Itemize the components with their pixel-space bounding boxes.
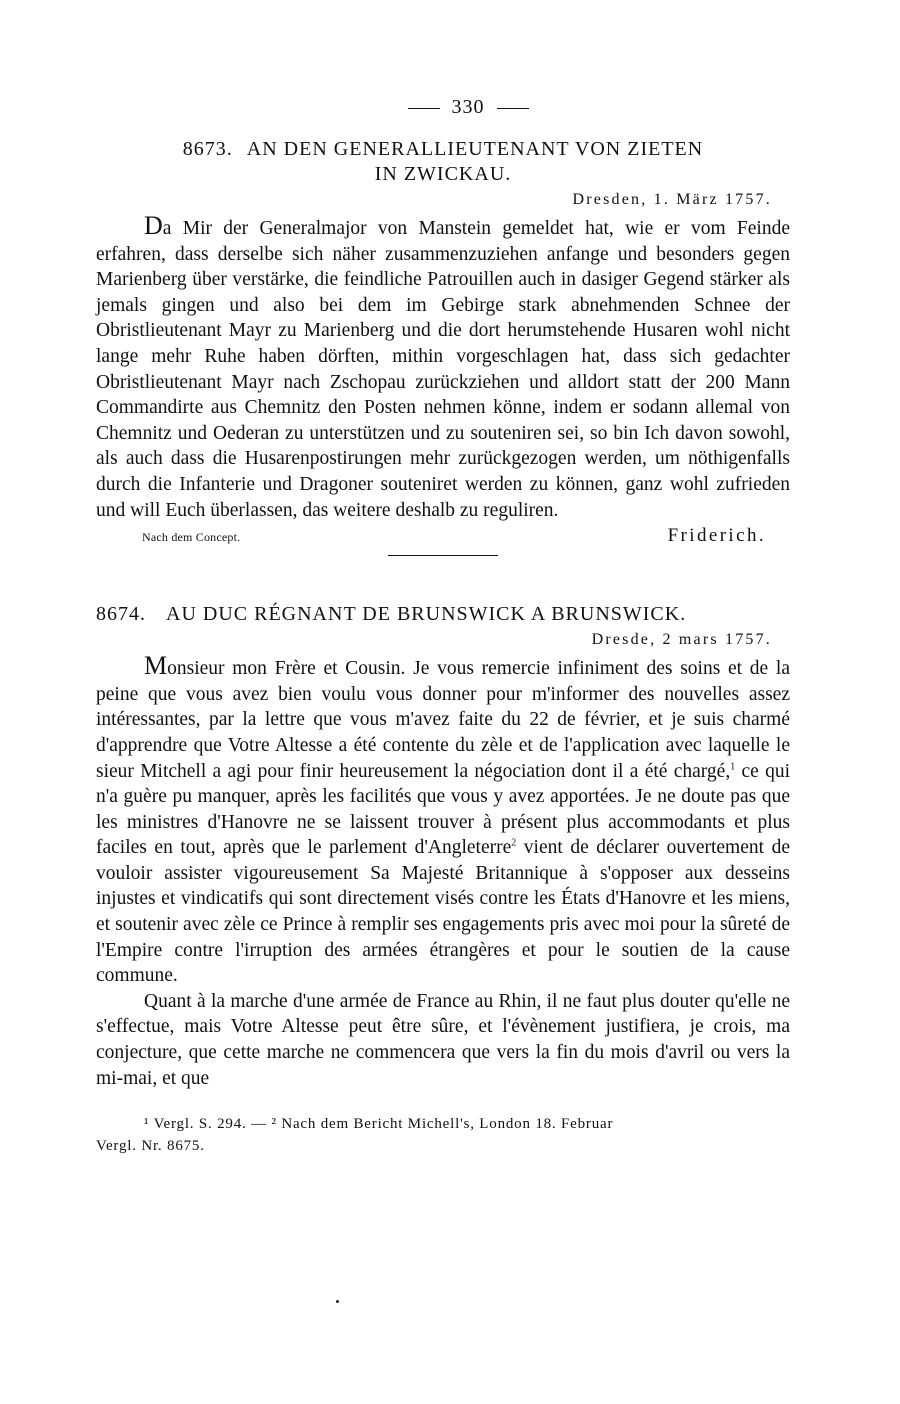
page-number — [146, 96, 790, 119]
letter-8673-signature: Friderich. — [667, 525, 766, 547]
letter-8673-source-note: Nach dem Concept. — [142, 530, 241, 545]
footnotes — [96, 1113, 790, 1157]
letter-8673-title-line2 — [96, 162, 790, 187]
letter-8674-para1-part-b: ce qui n'a guère pu manquer, après les facilités que vous y avez apportées. Je ne doute pas que les ministres d'Hanovre ne se laissent trouver à présent plus accommodants et plus faciles en tout, après que le parlement d'Angleterre — [96, 760, 791, 859]
letter-8674-heading — [96, 602, 790, 627]
letter-8673-closing — [96, 525, 790, 547]
letter-8674-title: AU DUC RÉGNANT DE BRUNSWICK A BRUNSWICK. — [166, 603, 687, 626]
letter-8674-para1-part-c: vient de déclarer ouvertement de vouloir assister vigoureusement Sa Majesté Britannique à s'opposer aux desseins injustes et vindicatifs qui sont directement visés contre les États d'Hanovre et les miens, et soutenir avec zèle ce Prince à remplir ses engagements pris avec moi pour la sûreté de l'Empire contre l'irruption des armées étrangères et pour le soutien de la cause commune. — [96, 837, 790, 987]
page-number-text: 330 — [451, 96, 485, 118]
footnote-line-1: ¹ Vergl. S. 294. — ² Nach dem Bericht Michell's, London 18. Februar — [144, 1116, 614, 1133]
letter-8674-dropcap: M — [144, 651, 168, 681]
letter-8674-para1-part-a: onsieur mon Frère et Cousin. Je vous remercie infiniment des soins et de la peine que vous avez bien voulu vous donner pour m'informer des nouvelles assez intéressantes, par la lettre que vous m'avez faite du 22 de février, et je suis charmé d'apprendre que Votre Altesse a été contente du zèle et de l'application avec laquelle le sieur Mitchell a agi pour finir heureusement la négociation dont il a été chargé, — [96, 658, 790, 782]
letter-8673-title-line1: AN DEN GENERALLIEUTENANT VON ZIETEN — [246, 138, 704, 160]
letter-8673-dateline: Dresden, 1. März 1757. — [572, 191, 772, 208]
letter-8673-body — [96, 213, 790, 523]
footnote-ref-2: 2 — [511, 837, 517, 849]
section-divider-rule — [388, 555, 498, 556]
stray-ink-dot — [336, 1300, 339, 1303]
letter-8674-paragraph-2: Quant à la marche d'une armée de France au Rhin, il ne faut plus douter qu'elle ne s'effectue, mais Votre Altesse peut être sûre, et l'évènement justifiera, je crois, ma conjecture, que cette marche ne commencera que vers la fin du mois d'avril ou vers la mi-mai, et que — [96, 990, 790, 1089]
footnote-ref-1: 1 — [730, 761, 736, 772]
letter-8674-dateline: Dresde, 2 mars 1757. — [591, 631, 772, 649]
footnote-line-2: Vergl. Nr. 8675. — [96, 1138, 205, 1155]
letter-8674-paragraph-1 — [96, 653, 790, 989]
letter-8673-title-line2-text: IN ZWICKAU. — [374, 163, 512, 185]
page-number-dash-left — [408, 108, 440, 109]
page-number-dash-right — [497, 108, 529, 109]
letter-8673-body-text: a Mir der Generalmajor von Manstein gemeldet hat, wie er vom Feinde erfahren, dass derselbe sich näher zusammenzuziehen anfange und besonders gegen Marienberg über verstärke, die feindliche Patrouillen auch in dasiger Gegend stärker als jemals gingen und also bei dem im Gebirge stark abnehmenden Schnee der Obristlieutenant Mayr zu Marienberg und die dort herumstehende Husaren wohl nicht lange mehr Ruhe haben dörften, mithin vorgeschlagen hat, dass sich gedachter Obristlieutenant Mayr nach Zschopau zurückziehen und alldort statt der 200 Mann Commandirte aus Chemnitz den Posten nehmen könne, indem er sodann allemal von Chemnitz und Oederan zu unterstützen und zu souteniren sei, so bin Ich davon sowohl, als auch dass die Husarenpostirungen mehr zurückgezogen werden, um nöthigenfalls durch die Infanterie und Dragoner souteniret werden zu können, ganz wohl zufrieden und will Euch überlassen, das weitere deshalb zu reguliren. — [96, 218, 790, 521]
document-page — [96, 96, 790, 1157]
letter-8673-heading — [96, 137, 790, 162]
letter-8673-dropcap: D — [144, 211, 163, 240]
letter-8673-number: 8673. — [182, 138, 233, 160]
letter-8674-number: 8674. — [96, 603, 146, 626]
